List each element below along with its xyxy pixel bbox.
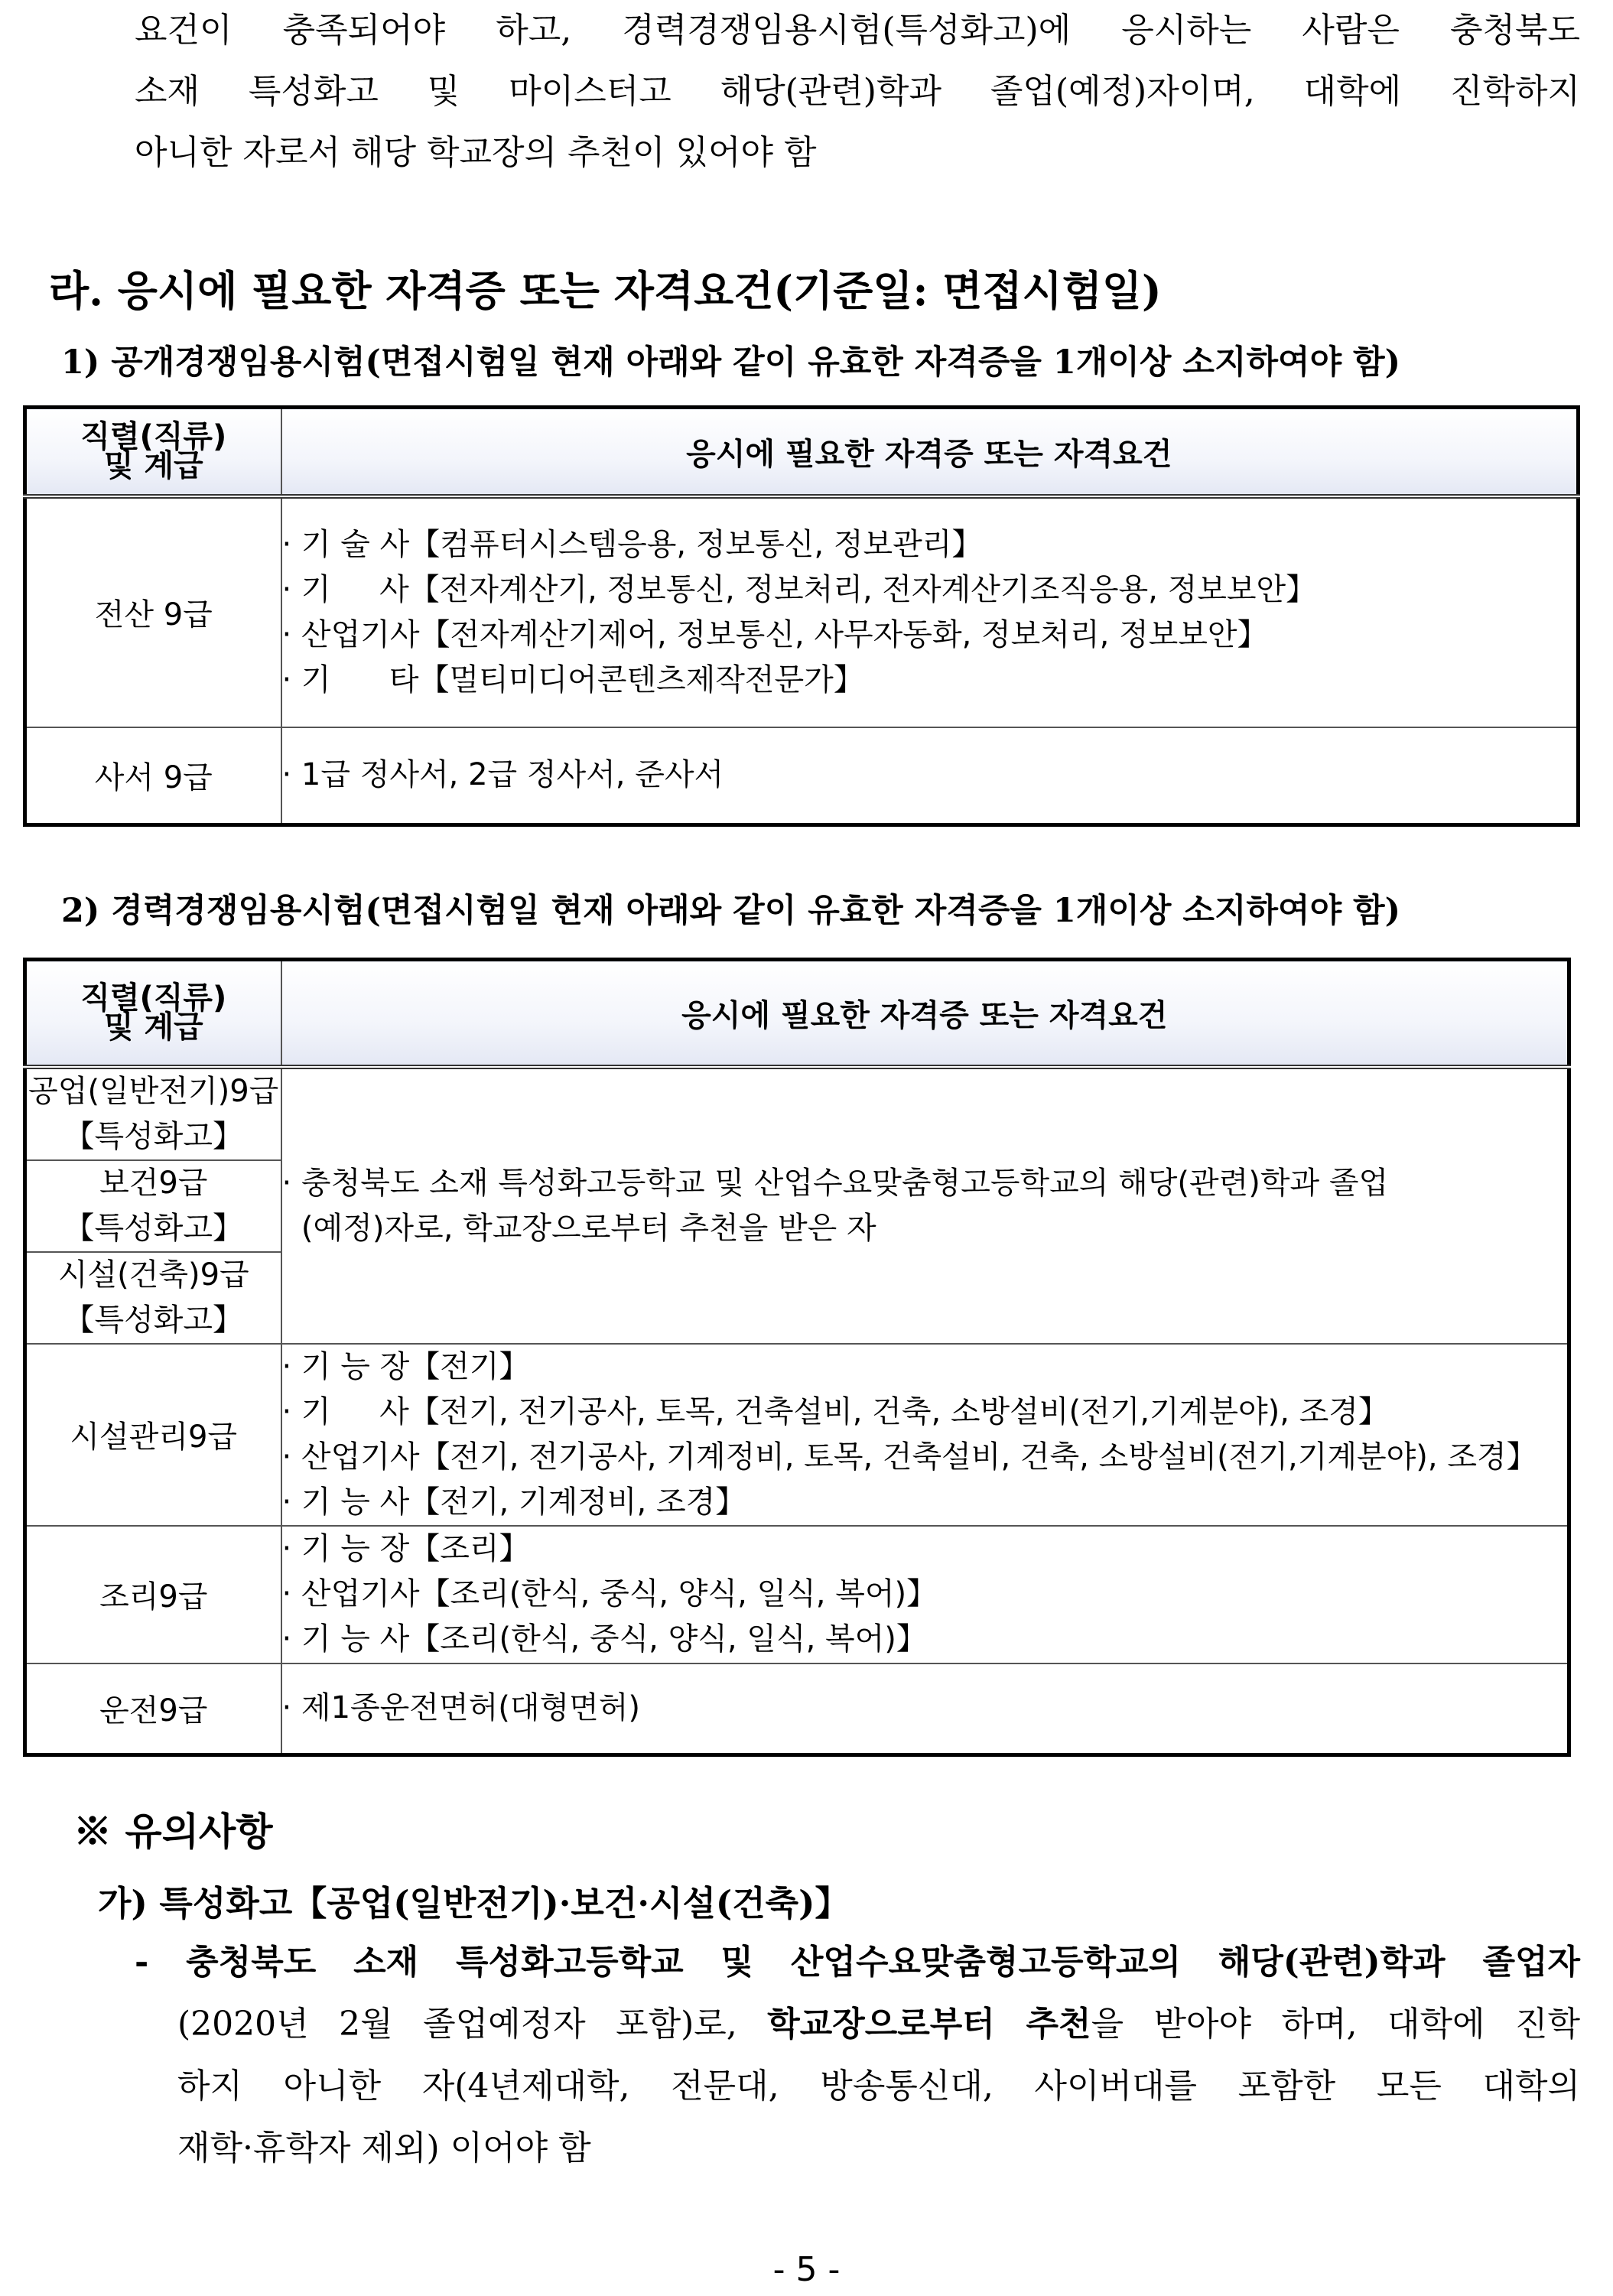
requirement-item: · 제1종운전면허(대형면허) [281, 1690, 640, 1726]
notes-body [135, 1931, 1580, 2179]
row-requirements [281, 1344, 1569, 1526]
requirement-item: · 기 능 사【조리(한식, 중식, 양식, 일식, 복어)】 [281, 1621, 927, 1657]
open-exam-title: 1) 공개경쟁임용시험(면접시험일 현재 아래와 같이 유효한 자격증을 1개이상 소지하여야 함) [61, 343, 1400, 382]
table-row [25, 1067, 1569, 1160]
notes-line: (2020년 2월 졸업예정자 포함)로, 학교장으로부터 추천을 받아야 하며, 대학에 진학 [177, 2005, 1580, 2044]
requirement-item: · 기 술 사【컴퓨터시스템응용, 정보통신, 정보관리】 [281, 526, 983, 562]
intro-paragraph [135, 0, 1580, 184]
row-category: 조리9급 [25, 1526, 281, 1663]
row-category: 전산 9급 [25, 496, 281, 727]
page-number: - 5 - [772, 2250, 841, 2289]
requirement-item: · 기 사【전자계산기, 정보통신, 정보처리, 전자계산기조직응용, 정보보안】 [281, 571, 1317, 607]
row-category: 시설(건축)9급 【특성화고】 [25, 1252, 281, 1344]
row-category: 운전9급 [25, 1663, 281, 1755]
section-title: 라. 응시에 필요한 자격증 또는 자격요건(기준일: 면접시험일) [49, 266, 1162, 315]
row-requirements [281, 727, 1579, 825]
table-header-row [25, 408, 1579, 496]
table-row [25, 1344, 1569, 1526]
table-row [25, 727, 1579, 825]
career-exam-title: 2) 경력경쟁임용시험(면접시험일 현재 아래와 같이 유효한 자격증을 1개이상 소지하여야 함) [61, 892, 1400, 930]
notes-emphasis: 학교장으로부터 추천 [767, 2005, 1091, 2044]
intro-line: 아니한 자로서 해당 학교장의 추천이 있어야 함 [135, 133, 817, 172]
requirement-item: · 산업기사【조리(한식, 중식, 양식, 일식, 복어)】 [281, 1576, 938, 1611]
open-exam-table [23, 405, 1580, 827]
requirement-item: (예정)자로, 학교장으로부터 추천을 받은 자 [281, 1210, 876, 1246]
row-requirements [281, 1526, 1569, 1663]
row-category: 시설관리9급 [25, 1344, 281, 1526]
row-requirements [281, 496, 1579, 727]
table-row [25, 496, 1579, 727]
intro-line: 소재 특성화고 및 마이스터고 해당(관련)학과 졸업(예정)자이며, 대학에 진학하지 [135, 72, 1580, 111]
row-requirements [281, 1663, 1569, 1755]
requirement-item: · 기 능 장【조리】 [281, 1531, 530, 1566]
notes-line: - 충청북도 소재 특성화고등학교 및 산업수요맞춤형고등학교의 해당(관련)학과 졸업자 [135, 1943, 1580, 1982]
table-header-row [25, 960, 1569, 1067]
intro-line: 요건이 충족되어야 하고, 경력경쟁임용시험(특성화고)에 응시하는 사람은 충청북도 [135, 11, 1580, 50]
requirement-item: · 기 능 장【전기】 [281, 1348, 530, 1384]
notes-line: 하지 아니한 자(4년제대학, 전문대, 방송통신대, 사이버대를 포함한 모든 대학의 [177, 2067, 1580, 2106]
row-category: 보건9급 【특성화고】 [25, 1160, 281, 1252]
table-row [25, 1663, 1569, 1755]
requirement-item: · 산업기사【전자계산기제어, 정보통신, 사무자동화, 정보처리, 정보보안】 [281, 616, 1268, 652]
requirement-item: · 기 사【전기, 전기공사, 토목, 건축설비, 건축, 소방설비(전기,기계분야), 조경】 [281, 1394, 1389, 1429]
table-row [25, 1526, 1569, 1663]
notes-heading: ※ 유의사항 [73, 1809, 273, 1854]
notes-line: 재학·휴학자 제외) 이어야 함 [177, 2129, 591, 2168]
requirement-item: · 산업기사【전기, 전기공사, 기계정비, 토목, 건축설비, 건축, 소방설비(전기,기계분야), 조경】 [281, 1439, 1537, 1475]
requirement-item: · 기 타【멀티미디어콘텐츠제작전문가】 [281, 662, 864, 698]
notes-subheading: 가) 특성화고【공업(일반전기)·보건·시설(건축)】 [98, 1883, 850, 1924]
requirement-item: · 1급 정사서, 2급 정사서, 준사서 [281, 757, 724, 793]
requirement-item: · 기 능 사【전기, 기계정비, 조경】 [281, 1484, 746, 1520]
header-requirement: 응시에 필요한 자격증 또는 자격요건 [281, 960, 1569, 1067]
requirement-item: · 충청북도 소재 특성화고등학교 및 산업수요맞춤형고등학교의 해당(관련)학과 졸업 [281, 1165, 1389, 1201]
header-category: 직렬(직류) 및 계급 [25, 960, 281, 1067]
row-requirements [281, 1067, 1569, 1344]
header-category: 직렬(직류) 및 계급 [25, 408, 281, 496]
header-requirement: 응시에 필요한 자격증 또는 자격요건 [281, 408, 1579, 496]
row-category: 공업(일반전기)9급 【특성화고】 [25, 1067, 281, 1160]
career-exam-table [23, 958, 1571, 1757]
row-category: 사서 9급 [25, 727, 281, 825]
